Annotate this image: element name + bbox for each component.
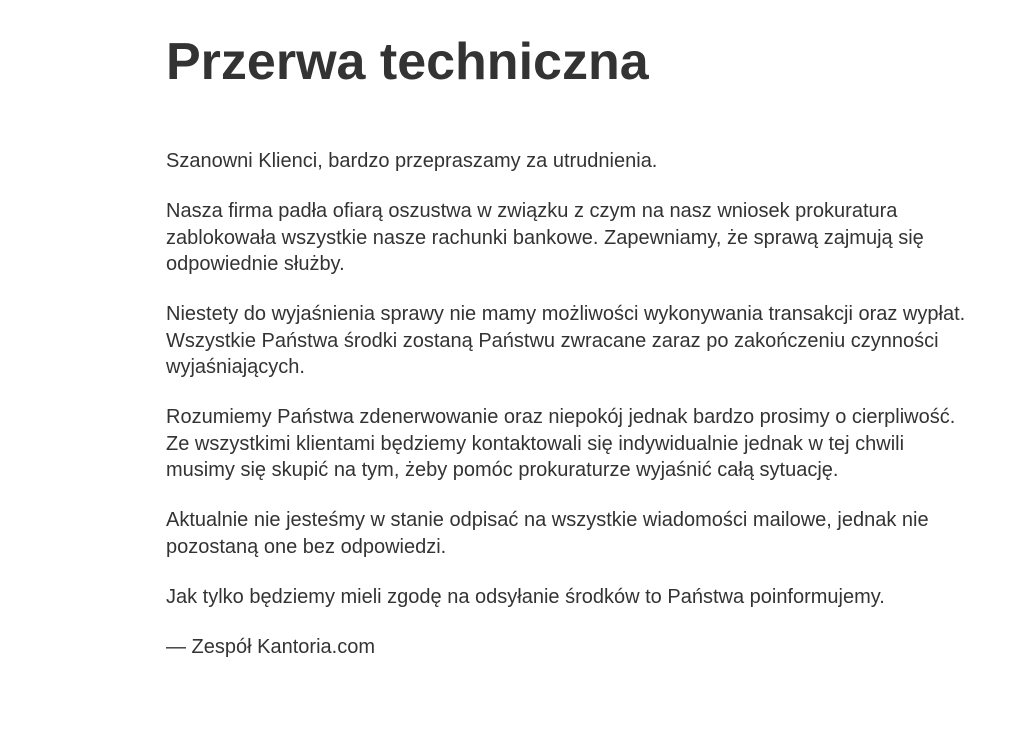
paragraph-greeting: Szanowni Klienci, bardzo przepraszamy za utrudnienia. xyxy=(166,150,658,172)
paragraph-refund: Jak tylko będziemy mieli zgodę na odsyłanie środków to Państwa poinformujemy. xyxy=(166,585,885,608)
paragraph-transactions: Niestety do wyjaśnienia sprawy nie mamy możliwości wykonywania transakcji oraz wypłat. Wszystkie Państwa środki zostaną Państwu zwracane zaraz po zakończeniu czynności wyjaśniających. xyxy=(166,303,966,378)
paragraph-fraud: Nasza firma padła ofiarą oszustwa w związku z czym na nasz wniosek prokuratura zablokowała wszystkie nasze rachunki bankowe. Zapewniamy, że sprawą zajmują się odpowiednie służby. xyxy=(166,200,924,275)
paragraph-patience: Rozumiemy Państwa zdenerwowanie oraz niepokój jednak bardzo prosimy o cierpliwość. Ze wszystkimi klientami będziemy kontaktowali się indywidualnie jednak w tej chwili musimy się skupić na tym, żeby pomóc prokuraturze wyjaśnić całą sytuację. xyxy=(166,406,956,481)
signature: — Zespół Kantoria.com xyxy=(166,635,375,658)
paragraph-emails: Aktualnie nie jesteśmy w stanie odpisać na wszystkie wiadomości mailowe, jednak nie pozostaną one bez odpowiedzi. xyxy=(166,509,929,558)
notice-body xyxy=(166,148,966,660)
page-title: Przerwa techniczna xyxy=(166,33,649,91)
maintenance-notice xyxy=(166,0,966,684)
